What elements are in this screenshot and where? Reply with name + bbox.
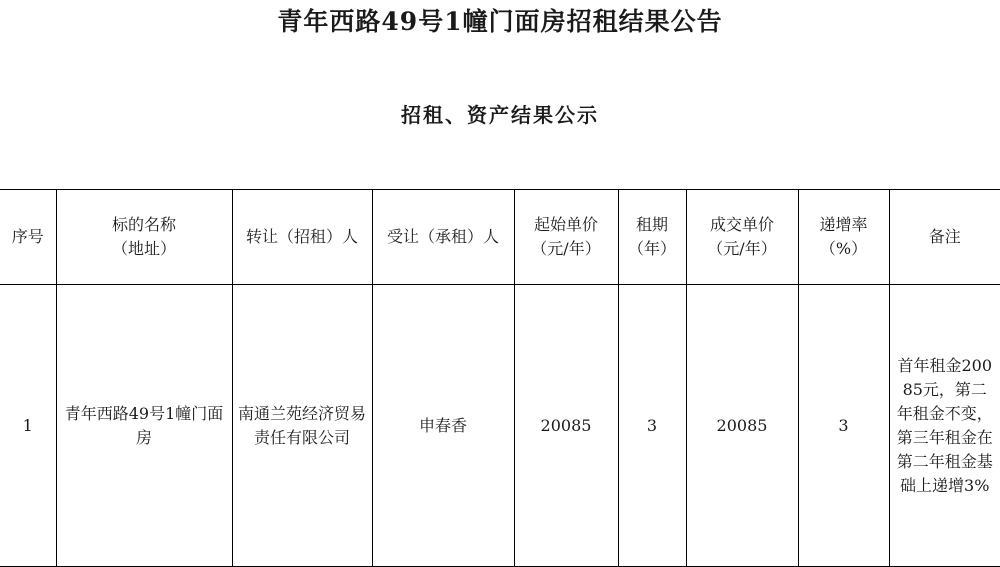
header-term bbox=[618, 190, 686, 285]
cell-remark: 首年租金20085元，第二年租金不变，第三年租金在第二年租金基础上递增3% bbox=[889, 285, 1000, 567]
header-deal-price-line1: 成交单价 bbox=[709, 215, 774, 234]
header-start-price-line1: 起始单价 bbox=[533, 215, 598, 234]
header-remark: 备注 bbox=[889, 190, 1000, 285]
table-row bbox=[0, 285, 1000, 567]
table-header-row bbox=[0, 190, 1000, 285]
cell-lessee: 申春香 bbox=[372, 285, 514, 567]
header-lessee: 受让（承租）人 bbox=[372, 190, 514, 285]
header-start-price-line2: （元/年） bbox=[531, 239, 601, 258]
header-increase-line2: （%） bbox=[819, 239, 868, 258]
header-seq: 序号 bbox=[0, 190, 56, 285]
header-term-line1: 租期 bbox=[635, 215, 668, 234]
result-table bbox=[0, 189, 1000, 567]
header-name-line2: （地址） bbox=[111, 239, 176, 258]
cell-seq: 1 bbox=[0, 285, 56, 567]
header-deal-price bbox=[686, 190, 798, 285]
cell-name: 青年西路49号1幢门面房 bbox=[56, 285, 232, 567]
header-start-price bbox=[514, 190, 618, 285]
header-lessor: 转让（招租）人 bbox=[232, 190, 372, 285]
header-name bbox=[56, 190, 232, 285]
header-increase-line1: 递增率 bbox=[819, 215, 868, 234]
header-term-line2: （年） bbox=[627, 239, 676, 258]
header-increase bbox=[798, 190, 889, 285]
header-deal-price-line2: （元/年） bbox=[707, 239, 777, 258]
header-name-line1: 标的名称 bbox=[111, 215, 176, 234]
cell-start-price: 20085 bbox=[514, 285, 618, 567]
document-subtitle: 招租、资产结果公示 bbox=[401, 103, 599, 127]
cell-deal-price: 20085 bbox=[686, 285, 798, 567]
document-title: 青年西路49号1幢门面房招租结果公告 bbox=[277, 7, 723, 36]
cell-lessor: 南通兰苑经济贸易责任有限公司 bbox=[232, 285, 372, 567]
cell-term: 3 bbox=[618, 285, 686, 567]
cell-increase: 3 bbox=[798, 285, 889, 567]
